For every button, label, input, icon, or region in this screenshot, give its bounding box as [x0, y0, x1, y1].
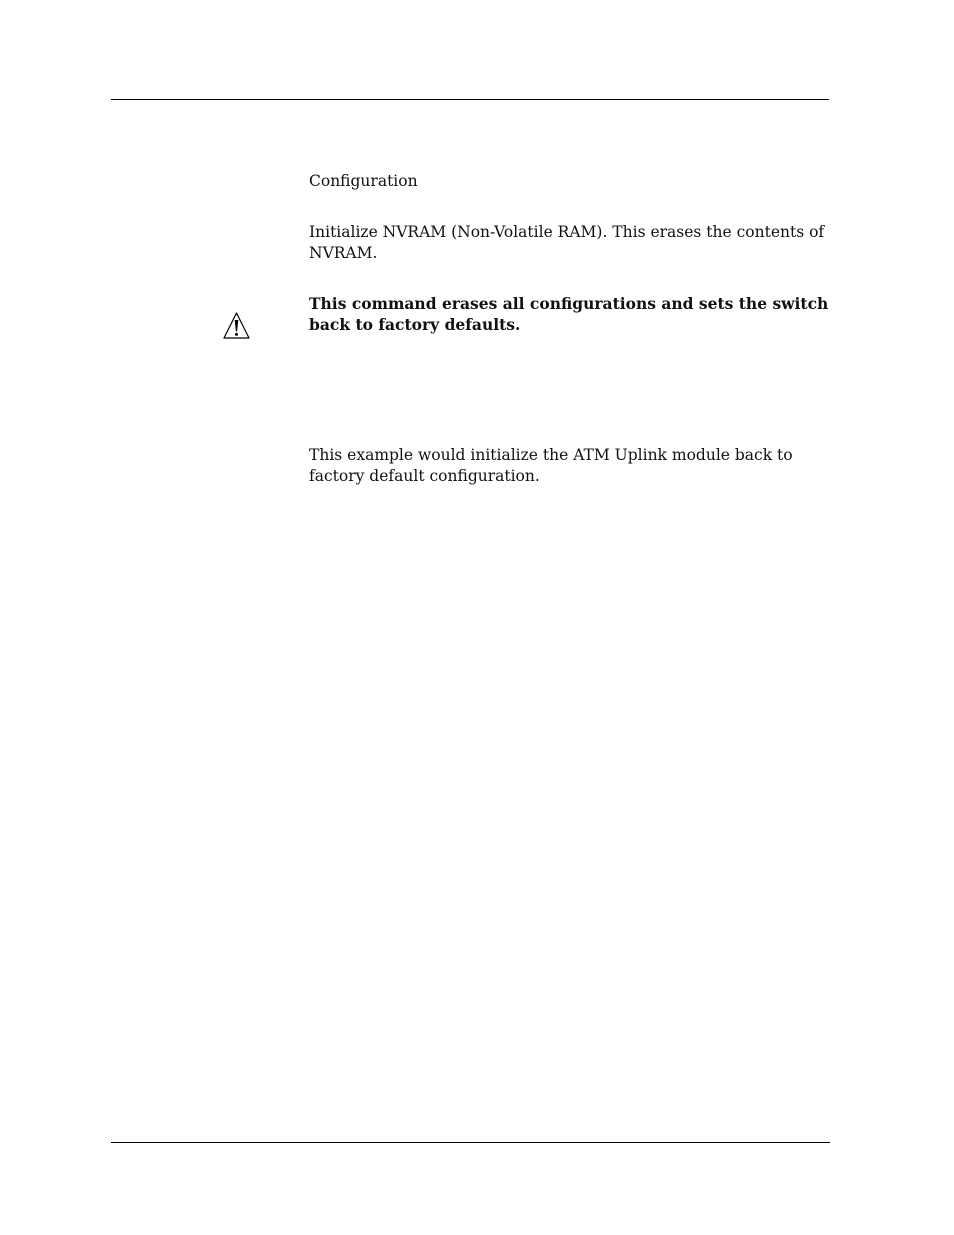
command-description: Initialize NVRAM (Non-Volatile RAM). This erases the contents of NVRAM.: [309, 223, 825, 262]
footer-rule: [111, 1142, 830, 1143]
warning-triangle-icon: [222, 311, 251, 340]
header-rule: [111, 99, 829, 100]
command-type: Configuration: [309, 172, 418, 190]
warning-message: This command erases all configurations and sets the switch back to factory defaults.: [309, 294, 829, 334]
example-description: This example would initialize the ATM Uplink module back to factory default configuration.: [309, 446, 793, 485]
